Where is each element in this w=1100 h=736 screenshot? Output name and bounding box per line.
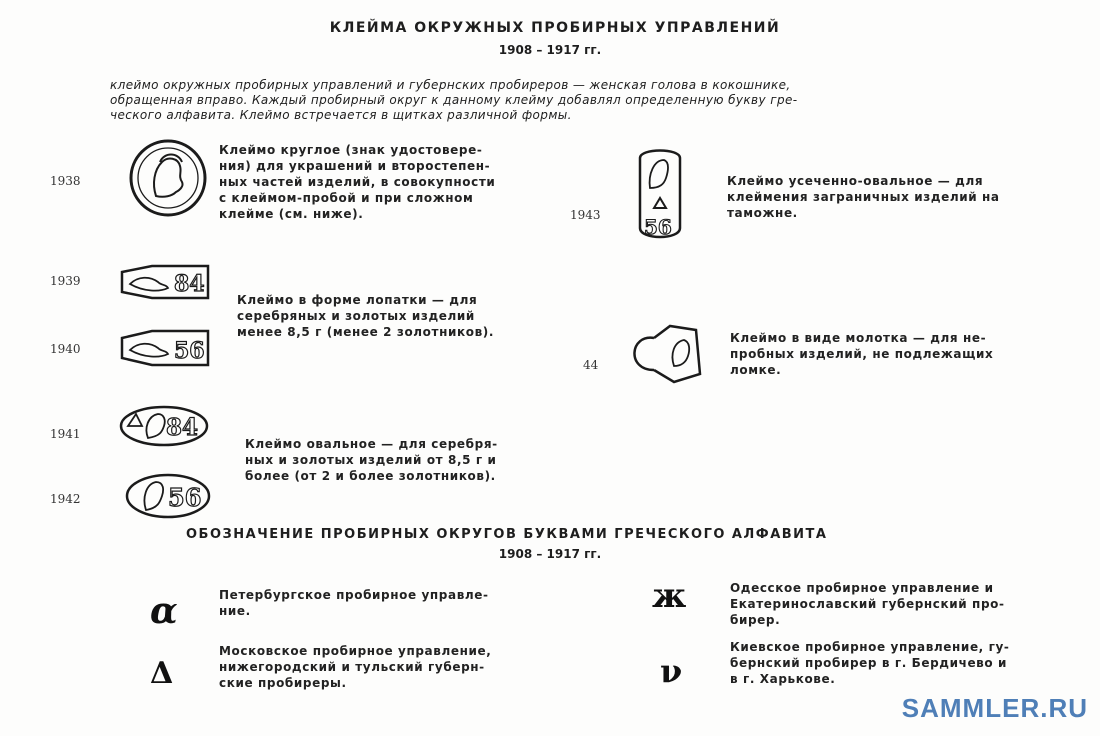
greek-letter-xi-icon: ж [652,576,687,616]
mark-number-1940: 1940 [50,342,81,356]
desc-line: таможне. [727,206,798,220]
greek-letter-delta-icon: Δ [150,656,174,691]
site-watermark: SAMMLER.RU [901,693,1088,723]
page-years: 1908 – 1917 гг. [498,43,602,57]
desc-line: с клеймом-пробой и при сложном [219,191,474,205]
desc-line: Клеймо в виде молотка — для не- [730,331,987,345]
hammer-mark-icon [624,320,704,386]
stamp-number: 56 [168,483,202,512]
desc-line: серебряных и золотых изделий [237,309,475,323]
desc-line: Клеймо круглое (знак удостовере- [219,143,483,157]
desc-line: Екатеринославский губернский про- [730,597,1005,611]
desc-line: пробных изделий, не подлежащих [730,347,994,361]
desc-line: более (от 2 и более золотников). [245,469,496,483]
page-title: КЛЕЙМА ОКРУЖНЫХ ПРОБИРНЫХ УПРАВЛЕНИЙ [329,20,781,36]
desc-line: Киевское пробирное управление, гу- [730,640,1010,654]
desc-line: нижегородский и тульский губерн- [219,660,485,674]
desc-line: клеймения заграничных изделий на [727,190,1000,204]
desc-line: в г. Харькове. [730,672,836,686]
round-mark-icon [128,138,208,218]
oval-mark-56-icon [124,472,212,520]
letter-description [730,639,1040,687]
desc-line: Московское пробирное управление, [219,644,492,658]
round-mark-description [219,142,529,222]
oval-mark-84-icon [118,404,210,448]
letter-description [730,580,1040,628]
spade-mark-84-icon [118,264,212,300]
mark-number-1944: 44 [583,358,599,372]
truncated-oval-mark-icon [632,144,688,244]
spade-mark-56-icon [118,328,212,368]
desc-line: менее 8,5 г (менее 2 золотников). [237,325,495,339]
intro-text [110,78,990,123]
desc-line: ных частей изделий, в совокупности [219,175,496,189]
desc-line: ных и золотых изделий от 8,5 г и [245,453,497,467]
mark-number-1938: 1938 [50,174,81,188]
intro-line: клеймо окружных пробирных управлений и губернских пробиреров — женская голова в кокошнике, [110,78,791,92]
desc-line: Клеймо усеченно-овальное — для [727,174,984,188]
truncated-oval-description [727,173,1037,221]
desc-line: ния) для украшений и второстепен- [219,159,491,173]
stamp-number: 56 [174,338,205,364]
greek-letter-nu-icon: ν [660,652,683,690]
letter-description [219,587,529,619]
desc-line: клейме (см. ниже). [219,207,364,221]
desc-line: Одесское пробирное управление и [730,581,994,595]
desc-line: бернский пробирер в г. Бердичево и [730,656,1008,670]
letter-description [219,643,529,691]
desc-line: ские пробиреры. [219,676,347,690]
stamp-number: 56 [644,215,672,239]
section2-title: ОБОЗНАЧЕНИЕ ПРОБИРНЫХ ОКРУГОВ БУКВАМИ ГРЕЧЕСКОГО АЛФАВИТА [186,527,828,542]
mark-number-1943: 1943 [570,208,601,222]
section2-years: 1908 – 1917 гг. [498,547,602,561]
mark-number-1941: 1941 [50,427,81,441]
mark-number-1942: 1942 [50,492,81,506]
desc-line: ломке. [730,363,782,377]
desc-line: Клеймо овальное — для серебря- [245,437,498,451]
intro-line: обращенная вправо. Каждый пробирный округ к данному клейму добавлял определенную букву гре- [110,93,798,107]
desc-line: Клеймо в форме лопатки — для [237,293,478,307]
desc-line: Петербургское пробирное управле- [219,588,489,602]
mark-number-1939: 1939 [50,274,81,288]
hammer-mark-description [730,330,1040,378]
spade-mark-description [237,292,537,340]
greek-letter-alpha-icon: α [150,590,178,632]
oval-mark-description [245,436,545,484]
desc-line: бирер. [730,613,781,627]
desc-line: ние. [219,604,251,618]
stamp-number: 84 [166,414,199,441]
stamp-number: 84 [174,271,205,297]
intro-line: ческого алфавита. Клеймо встречается в щитках различной формы. [110,108,572,122]
